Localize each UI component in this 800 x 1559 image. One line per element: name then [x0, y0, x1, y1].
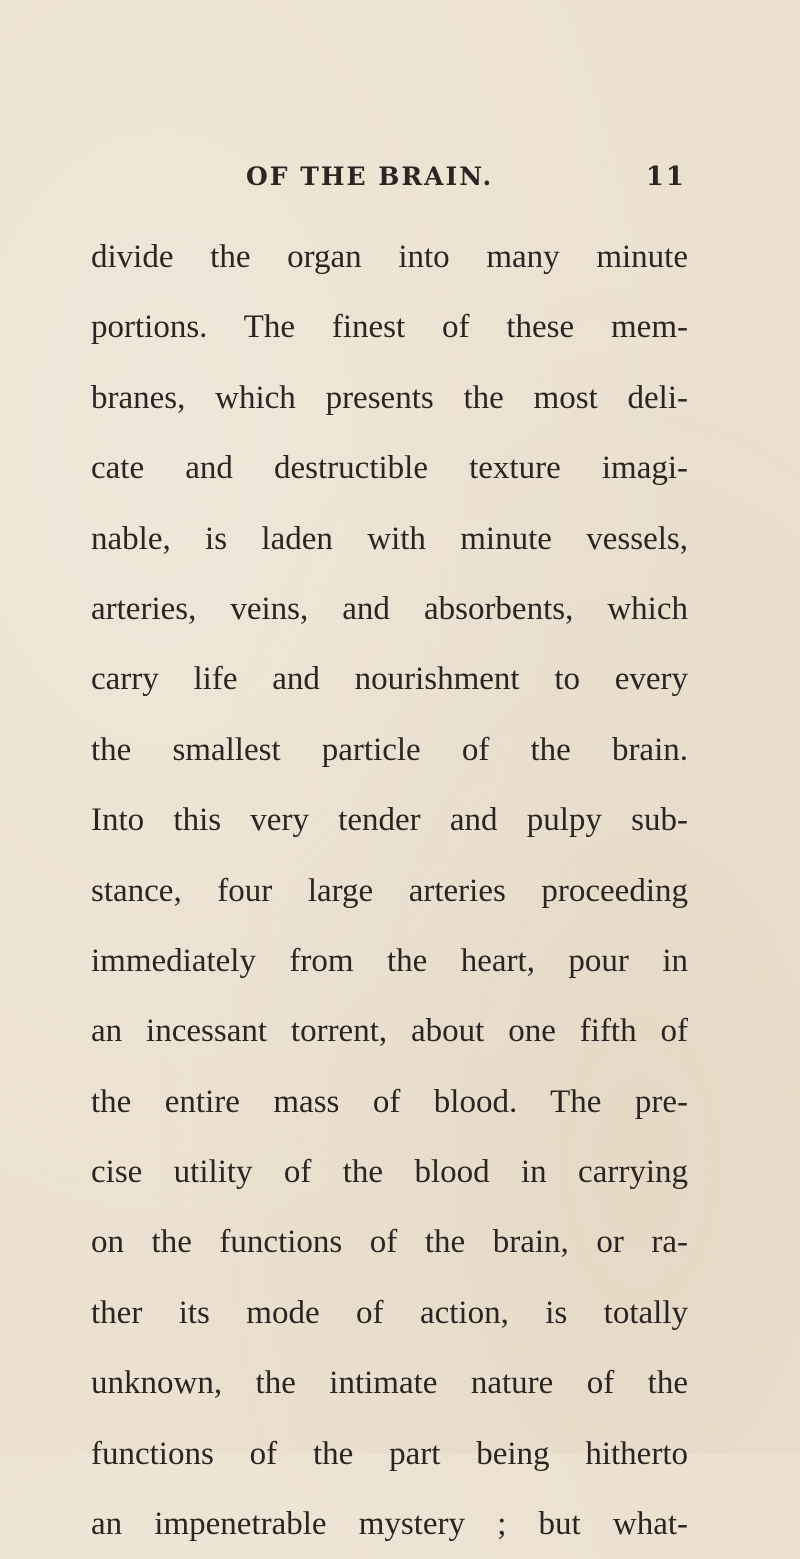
text-line: branes, which presents the most deli-	[91, 379, 688, 416]
page-number: 11	[645, 162, 686, 192]
text-line: nable, is laden with minute vessels,	[91, 520, 688, 557]
text-line: on the functions of the brain, or ra-	[91, 1224, 688, 1261]
text-line: Into this very tender and pulpy sub-	[91, 802, 688, 839]
text-line: divide the organ into many minute	[91, 239, 688, 275]
text-line: cate and destructible texture imagi-	[91, 450, 688, 487]
text-line: the smallest particle of the brain.	[91, 731, 688, 768]
text-line: the entire mass of blood. The pre-	[91, 1083, 688, 1120]
text-line: carry life and nourishment to every	[91, 661, 688, 698]
text-line: cise utility of the blood in carrying	[91, 1154, 688, 1191]
text-line: an incessant torrent, about one fifth of	[91, 1013, 688, 1050]
running-head	[246, 162, 686, 202]
text-line: stance, four large arteries proceeding	[91, 872, 688, 909]
text-line: an impenetrable mystery ; but what-	[91, 1506, 688, 1543]
text-line: arteries, veins, and absorbents, which	[91, 590, 688, 627]
text-line: functions of the part being hitherto	[91, 1435, 688, 1472]
running-head-title: OF THE BRAIN.	[246, 162, 494, 191]
body-text	[91, 222, 688, 1559]
text-line: immediately from the heart, pour in	[91, 942, 688, 979]
text-line: ther its mode of action, is totally	[91, 1294, 688, 1331]
text-line: portions. The finest of these mem-	[91, 309, 688, 346]
text-line: unknown, the intimate nature of the	[91, 1365, 688, 1402]
